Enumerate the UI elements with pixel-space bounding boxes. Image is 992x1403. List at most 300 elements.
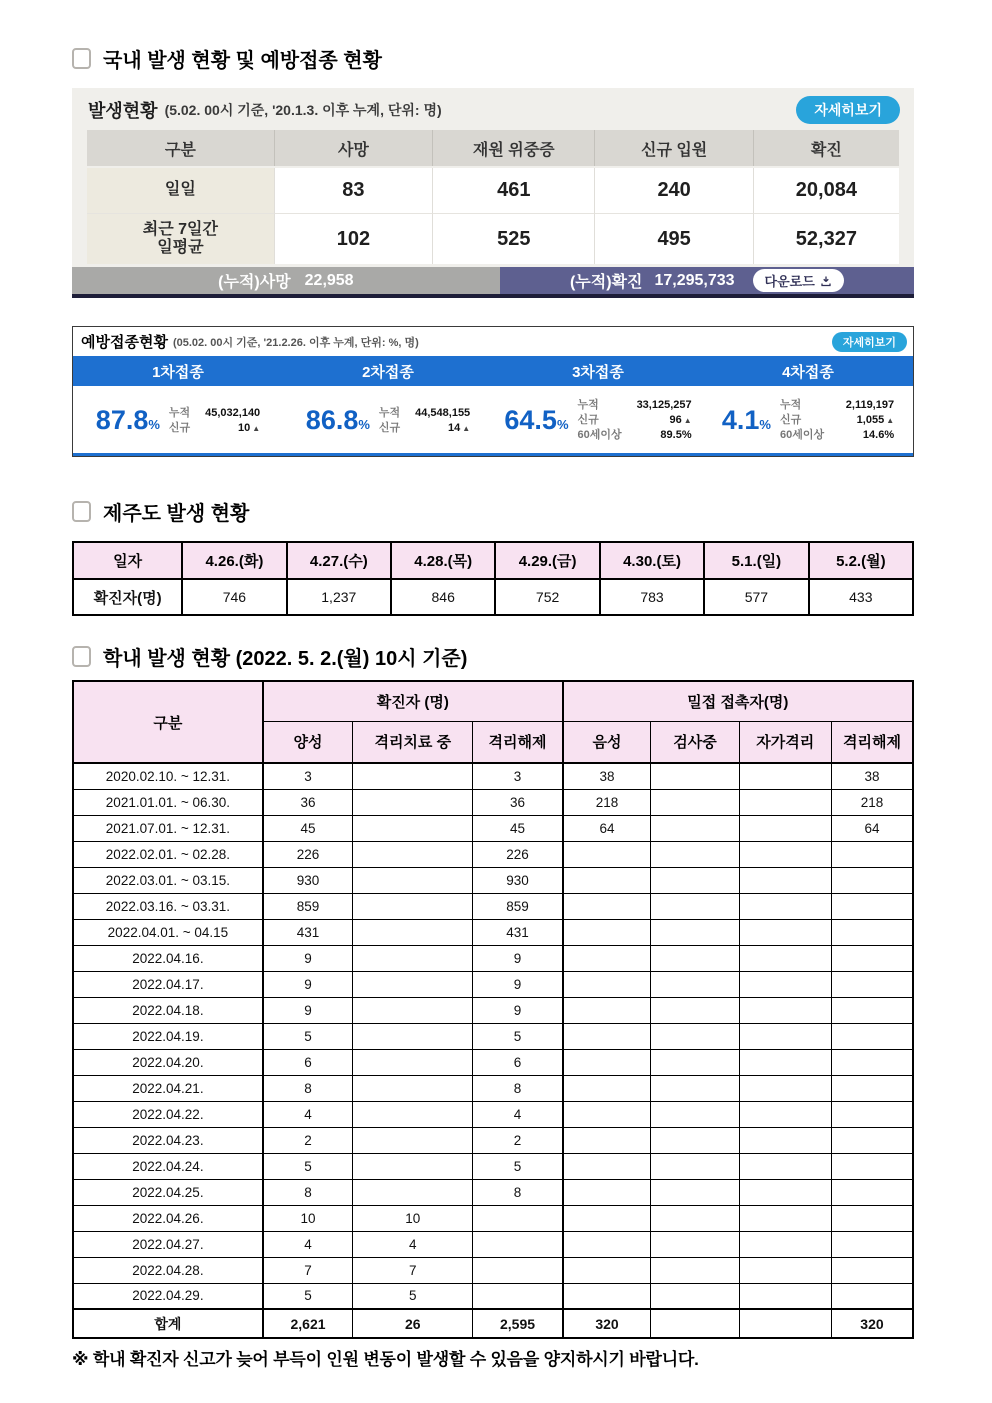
row-label: 2022.04.21.	[73, 1075, 263, 1101]
cell: 240	[594, 168, 752, 213]
cell: 10	[263, 1205, 353, 1231]
panel-title: 예방접종현황	[81, 334, 168, 351]
cell: 52,327	[753, 213, 899, 264]
cell	[563, 1179, 651, 1205]
cell	[831, 1023, 913, 1049]
table-row	[73, 1205, 913, 1231]
stat-value: 33,125,257	[636, 399, 692, 411]
school-table-body	[73, 763, 913, 1338]
stat-label: 신규	[779, 414, 802, 426]
cell	[651, 1179, 739, 1205]
cell: 38	[831, 763, 913, 789]
table-row	[73, 1179, 913, 1205]
cell	[739, 1075, 831, 1101]
table-row	[73, 971, 913, 997]
cell	[353, 1127, 473, 1153]
cell	[651, 893, 739, 919]
cell	[353, 789, 473, 815]
cell: 20,084	[753, 168, 899, 213]
cell	[651, 763, 739, 789]
dose-percent-value: 87.8	[95, 405, 149, 435]
cell	[739, 1179, 831, 1205]
panel-title: 발생현황	[88, 101, 158, 121]
cell: 846	[391, 579, 495, 615]
page-content	[72, 44, 914, 1370]
dose-percent	[306, 405, 370, 436]
row-label: 2022.04.25.	[73, 1179, 263, 1205]
table-row	[73, 893, 913, 919]
cell	[353, 1179, 473, 1205]
cell: 783	[600, 579, 704, 615]
row-label: 2022.04.18.	[73, 997, 263, 1023]
cell: 433	[809, 579, 913, 615]
cumulative-death	[72, 267, 500, 294]
up-triangle-icon: ▲	[462, 423, 471, 433]
footnote: ※ 학내 확진자 신고가 늦어 부득이 인원 변동이 발생할 수 있음을 양지하시기 바랍니다.	[72, 1350, 699, 1369]
cell: 9	[473, 997, 563, 1023]
up-triangle-icon: ▲	[252, 423, 261, 433]
cell	[651, 945, 739, 971]
cell: 102	[274, 213, 432, 264]
cell: 7	[263, 1257, 353, 1283]
cell	[563, 1023, 651, 1049]
cell	[739, 1023, 831, 1049]
cell	[563, 1231, 651, 1257]
cell	[739, 1309, 831, 1338]
row-label: 2022.04.26.	[73, 1205, 263, 1231]
cell: 5	[263, 1153, 353, 1179]
stat-row	[379, 406, 470, 421]
cell	[563, 841, 651, 867]
cell	[739, 919, 831, 945]
table-row	[73, 919, 913, 945]
cell	[563, 1205, 651, 1231]
cell	[563, 893, 651, 919]
table-row	[73, 1283, 913, 1309]
cumulative-death-label: (누적)사망	[218, 274, 291, 291]
checkbox-icon	[72, 646, 91, 667]
download-icon	[820, 275, 832, 287]
row-label: 2022.04.29.	[73, 1283, 263, 1309]
table-row	[87, 213, 899, 264]
column-header: 4.28.(목)	[391, 542, 495, 579]
cell	[651, 971, 739, 997]
dose-stats	[379, 406, 470, 436]
cell	[651, 1153, 739, 1179]
school-header-row-1	[73, 681, 913, 721]
outbreak-status-panel	[72, 88, 914, 298]
cell	[831, 1127, 913, 1153]
panel-subtitle: (05.02. 00시 기준, '21.2.26. 이후 누계, 단위: %, 명)	[172, 336, 419, 349]
cell: 36	[263, 789, 353, 815]
cell	[353, 841, 473, 867]
cell	[563, 945, 651, 971]
cell	[651, 1101, 739, 1127]
column-header: 4.29.(금)	[495, 542, 599, 579]
cell: 226	[473, 841, 563, 867]
cell: 5	[473, 1153, 563, 1179]
cell	[831, 1179, 913, 1205]
cell: 218	[563, 789, 651, 815]
cell: 45	[473, 815, 563, 841]
column-header: 재원 위중증	[432, 130, 594, 166]
row-label: 2021.01.01. ~ 06.30.	[73, 789, 263, 815]
column-header: 신규 입원	[594, 130, 752, 166]
cell	[563, 1075, 651, 1101]
section-title-school	[72, 642, 914, 671]
table-row	[73, 1023, 913, 1049]
stat-value: 14.6%	[862, 429, 895, 441]
cell: 64	[831, 815, 913, 841]
cell	[831, 971, 913, 997]
cell: 6	[473, 1049, 563, 1075]
cell	[353, 1101, 473, 1127]
table-row	[73, 997, 913, 1023]
cell	[739, 841, 831, 867]
cell	[739, 763, 831, 789]
cell	[353, 815, 473, 841]
cell: 3	[263, 763, 353, 789]
cell: 45	[263, 815, 353, 841]
cell	[831, 1257, 913, 1283]
cell	[831, 997, 913, 1023]
stat-value: 96 ▲	[669, 414, 692, 426]
column-header: 확진	[753, 130, 899, 166]
outbreak-cumulative-footer	[72, 267, 914, 294]
cell	[651, 815, 739, 841]
row-label: 확진자(명)	[73, 579, 182, 615]
row-label: 2022.02.01. ~ 02.28.	[73, 841, 263, 867]
section-title-text: 학내 발생 현황 (2022. 5. 2.(월) 10시 기준)	[103, 648, 468, 670]
cell	[651, 997, 739, 1023]
cell: 8	[263, 1179, 353, 1205]
cell: 4	[263, 1101, 353, 1127]
cell: 8	[473, 1075, 563, 1101]
dose-header: 2차접종	[362, 363, 414, 381]
table-row	[73, 1153, 913, 1179]
cell: 5	[263, 1023, 353, 1049]
cell	[651, 841, 739, 867]
cell: 9	[473, 945, 563, 971]
cell: 2,595	[473, 1309, 563, 1338]
cell	[651, 1023, 739, 1049]
dose-header: 1차접종	[152, 363, 204, 381]
cell	[563, 997, 651, 1023]
cumulative-confirmed-value: 17,295,733	[654, 271, 735, 289]
total-row	[73, 1309, 913, 1338]
cell: 3	[473, 763, 563, 789]
jeju-header-row	[73, 542, 913, 579]
cell	[353, 1023, 473, 1049]
stat-label: 누적	[779, 399, 802, 411]
row-label: 2022.04.16.	[73, 945, 263, 971]
dose-stats	[578, 398, 692, 443]
column-header: 구분	[164, 141, 196, 159]
cell	[739, 789, 831, 815]
stat-row	[379, 421, 470, 436]
row-label: 2021.07.01. ~ 12.31.	[73, 815, 263, 841]
dose-percent	[504, 405, 568, 436]
up-triangle-icon: ▲	[683, 416, 692, 425]
cell	[831, 1101, 913, 1127]
stat-row	[578, 398, 692, 413]
cumulative-confirmed-label: (누적)확진	[569, 274, 643, 291]
section-title-domestic	[72, 44, 914, 73]
cell	[563, 1283, 651, 1309]
cell: 859	[263, 893, 353, 919]
cell: 5	[473, 1023, 563, 1049]
table-row	[73, 1127, 913, 1153]
cell: 930	[263, 867, 353, 893]
checkbox-icon	[72, 501, 91, 522]
cell: 2	[473, 1127, 563, 1153]
column-header: 격리해제	[473, 721, 563, 763]
cumulative-confirmed	[500, 267, 914, 294]
school-status-table	[72, 680, 914, 1339]
cell: 495	[594, 213, 752, 264]
stat-label: 60세이상	[577, 429, 622, 441]
cell	[353, 971, 473, 997]
cell	[651, 1127, 739, 1153]
cell: 10	[353, 1205, 473, 1231]
download-button[interactable]: 다운로드	[753, 269, 844, 292]
cell	[739, 1127, 831, 1153]
column-header: 음성	[563, 721, 651, 763]
table-row	[73, 1075, 913, 1101]
row-label: 2022.04.27.	[73, 1231, 263, 1257]
cell	[353, 763, 473, 789]
table-row	[73, 789, 913, 815]
percent-sign: %	[358, 417, 370, 432]
cell: 5	[353, 1283, 473, 1309]
cell	[739, 997, 831, 1023]
table-row	[73, 1101, 913, 1127]
stat-value: 10 ▲	[238, 421, 261, 434]
table-row	[73, 1049, 913, 1075]
cell: 4	[353, 1231, 473, 1257]
stat-label: 60세이상	[779, 429, 825, 441]
cell	[831, 841, 913, 867]
cell: 6	[263, 1049, 353, 1075]
column-group-header: 확진자 (명)	[263, 681, 563, 721]
cell: 525	[432, 213, 594, 264]
cell	[563, 1101, 651, 1127]
cell	[739, 1049, 831, 1075]
cell: 7	[353, 1257, 473, 1283]
stat-label: 누적	[577, 399, 599, 411]
row-label: 최근 7일간 일평균	[87, 213, 274, 264]
cell	[739, 945, 831, 971]
cell: 64	[563, 815, 651, 841]
column-header: 격리치료 중	[353, 721, 473, 763]
cell	[353, 1049, 473, 1075]
cell	[831, 1153, 913, 1179]
checkbox-icon	[72, 48, 91, 69]
cell: 859	[473, 893, 563, 919]
vaccination-body	[73, 386, 913, 453]
jeju-table	[72, 541, 914, 616]
up-triangle-icon: ▲	[886, 416, 895, 425]
cell: 2,621	[263, 1309, 353, 1338]
cell: 930	[473, 867, 563, 893]
panel-bottom-strip	[72, 294, 914, 298]
dose-percent	[722, 405, 771, 436]
cell	[739, 1231, 831, 1257]
percent-sign: %	[556, 417, 569, 432]
table-row	[87, 168, 899, 213]
section-title-text: 제주도 발생 현황	[103, 503, 250, 525]
cell	[831, 919, 913, 945]
cell	[651, 1075, 739, 1101]
stat-row	[780, 413, 894, 428]
cell	[473, 1205, 563, 1231]
cell: 38	[563, 763, 651, 789]
cell	[563, 1153, 651, 1179]
table-row	[73, 841, 913, 867]
dose-header: 4차접종	[782, 363, 834, 381]
column-header: 4.30.(토)	[600, 542, 704, 579]
cell	[831, 945, 913, 971]
dose-block	[703, 398, 913, 443]
cell	[651, 919, 739, 945]
column-header: 사망	[274, 130, 432, 166]
stat-value: 45,032,140	[205, 406, 261, 419]
cell: 5	[263, 1283, 353, 1309]
row-label: 2022.03.16. ~ 03.31.	[73, 893, 263, 919]
cell: 752	[495, 579, 599, 615]
cumulative-death-value: 22,958	[304, 271, 354, 289]
cell	[353, 1075, 473, 1101]
cell	[739, 1153, 831, 1179]
column-group-header: 밀접 접촉자(명)	[563, 681, 913, 721]
cell: 26	[353, 1309, 473, 1338]
dose-header: 3차접종	[572, 363, 624, 381]
dose-header-band	[73, 356, 913, 386]
column-header: 구분	[73, 681, 263, 763]
cell	[831, 1283, 913, 1309]
row-label: 2022.04.01. ~ 04.15	[73, 919, 263, 945]
column-header: 5.1.(일)	[704, 542, 808, 579]
column-header: 양성	[263, 721, 353, 763]
table-row	[73, 945, 913, 971]
cell	[353, 997, 473, 1023]
cell	[353, 945, 473, 971]
dose-stats	[780, 398, 894, 443]
cell	[651, 1049, 739, 1075]
row-label: 2022.04.22.	[73, 1101, 263, 1127]
cell: 746	[182, 579, 286, 615]
cell	[831, 867, 913, 893]
stat-row	[169, 406, 260, 421]
stat-value: 2,119,197	[845, 399, 895, 411]
percent-sign: %	[759, 417, 771, 432]
stat-label: 신규	[168, 421, 191, 434]
cell	[651, 1309, 739, 1338]
vaccination-panel-header	[73, 327, 913, 356]
column-header: 4.27.(수)	[287, 542, 391, 579]
cell	[353, 1153, 473, 1179]
cell	[739, 1257, 831, 1283]
cell	[651, 1257, 739, 1283]
cell	[563, 1049, 651, 1075]
cell	[563, 867, 651, 893]
cell: 4	[263, 1231, 353, 1257]
cell	[831, 1075, 913, 1101]
cell: 226	[263, 841, 353, 867]
outbreak-table-header	[87, 130, 899, 166]
column-header: 일자	[73, 542, 182, 579]
vaccination-panel	[72, 326, 914, 457]
cell: 9	[263, 997, 353, 1023]
cell: 8	[263, 1075, 353, 1101]
cell: 320	[563, 1309, 651, 1338]
stat-row	[578, 428, 692, 443]
dose-percent-value: 4.1	[721, 405, 760, 435]
row-label: 일일	[87, 168, 274, 213]
stat-label: 신규	[378, 421, 401, 434]
column-header: 4.26.(화)	[182, 542, 286, 579]
cell	[563, 919, 651, 945]
row-label: 합계	[73, 1309, 263, 1338]
dose-block	[73, 398, 283, 443]
dose-percent	[96, 405, 160, 436]
cell	[739, 1205, 831, 1231]
cell: 4	[473, 1101, 563, 1127]
percent-sign: %	[148, 417, 160, 432]
row-label: 2022.04.23.	[73, 1127, 263, 1153]
cell: 36	[473, 789, 563, 815]
cell: 577	[704, 579, 808, 615]
table-row	[73, 815, 913, 841]
dose-percent-value: 64.5	[504, 405, 557, 435]
cell: 320	[831, 1309, 913, 1338]
cell	[563, 971, 651, 997]
cell	[831, 1205, 913, 1231]
stat-row	[780, 398, 894, 413]
cell: 431	[263, 919, 353, 945]
cell: 218	[831, 789, 913, 815]
cell: 9	[263, 945, 353, 971]
panel-bottom-line	[73, 453, 913, 456]
stat-value: 44,548,155	[415, 406, 471, 419]
stat-label: 누적	[378, 406, 401, 419]
cell: 1,237	[287, 579, 391, 615]
cell: 431	[473, 919, 563, 945]
cell	[353, 919, 473, 945]
cell: 2	[263, 1127, 353, 1153]
cell	[739, 1283, 831, 1309]
cell	[651, 1283, 739, 1309]
stat-row	[169, 421, 260, 436]
table-row	[73, 763, 913, 789]
stat-row	[578, 413, 692, 428]
column-header: 자가격리	[739, 721, 831, 763]
stat-label: 누적	[168, 406, 191, 419]
section-title-jeju	[72, 497, 914, 526]
detail-button[interactable]: 자세히보기	[796, 96, 900, 124]
detail-button[interactable]: 자세히보기	[832, 332, 907, 352]
stat-row	[780, 428, 894, 443]
cell	[831, 1231, 913, 1257]
table-row	[73, 867, 913, 893]
outbreak-table-body	[72, 168, 914, 264]
section-title-text: 국내 발생 현황 및 예방접종 현황	[103, 50, 382, 72]
cell	[651, 789, 739, 815]
row-label: 2022.04.17.	[73, 971, 263, 997]
cell: 9	[263, 971, 353, 997]
column-header: 검사중	[651, 721, 739, 763]
cell	[473, 1283, 563, 1309]
